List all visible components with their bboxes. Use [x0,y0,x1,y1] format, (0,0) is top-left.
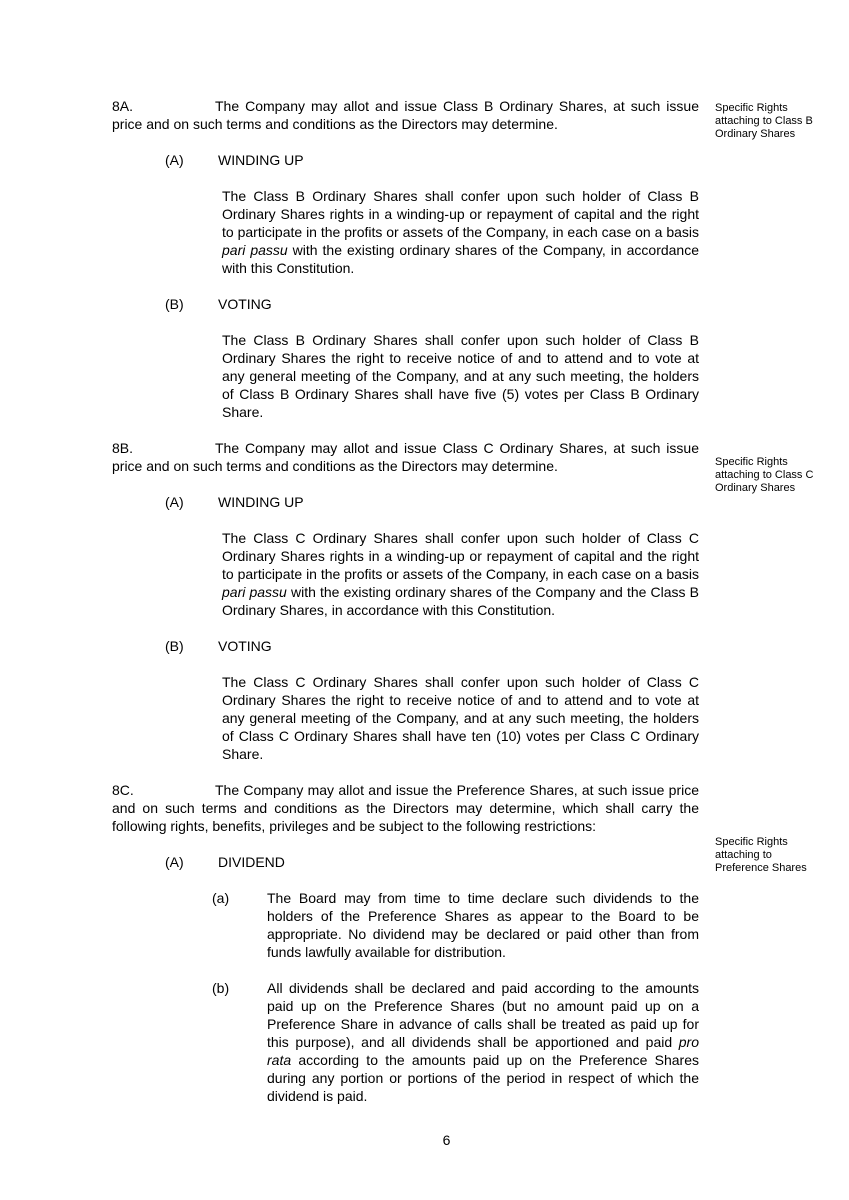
subsection-label: (A) [165,854,184,870]
margin-note-line: Specific Rights [715,102,788,114]
section-8c-number: 8C. [112,782,134,798]
margin-note-line: Specific Rights [715,836,788,848]
text-segment: pari passu [222,242,288,258]
margin-note-line: Ordinary Shares [715,482,796,494]
subsection-label: (B) [165,296,184,312]
section-8a-subsection-a-heading [112,151,699,169]
margin-note-line: attaching to [715,849,772,861]
document-body [112,97,699,1123]
text-segment: The Class C Ordinary Shares shall confer upon such holder of Class C Ordinary Shares the right to receive notice of and to attend and to vote at any general meeting of the Company, and at any such meeting, the holders of Class C Ordinary Shares shall have ten (10) votes per Class C Ordinary Share. [222,674,699,762]
margin-note-preference [715,836,843,875]
text-segment: All dividends shall be declared and paid according to the amounts paid up on the Preference Shares (but no amount paid up on a Preference Share in advance of calls shall be treated as paid up for this purpose), and all dividends shall be apportioned and paid [267,980,699,1050]
margin-note-line: Specific Rights [715,456,788,468]
section-8c-subsection-a-heading [112,853,699,871]
section-8a-intro [112,97,699,133]
margin-note-class-c [715,456,843,495]
section-8b-winding-up-paragraph [222,529,699,619]
margin-note-class-b [715,102,843,141]
text-segment: The Class B Ordinary Shares shall confer upon such holder of Class B Ordinary Shares the right to receive notice of and to attend and to vote at any general meeting of the Company, and at any such meeting, the holders of Class B Ordinary Shares shall have five (5) votes per Class B Ordinary Share. [222,332,699,420]
section-8c-intro [112,781,699,835]
page-number: 6 [442,1132,451,1148]
subsection-title: WINDING UP [218,152,304,168]
item-label: (a) [212,890,230,906]
text-segment: The Class B Ordinary Shares shall confer upon such holder of Class B Ordinary Shares rights in a winding-up or repayment of capital and the right to participate in the profits or assets of the Company, in each case on a basis [222,188,699,240]
section-8a-number: 8A. [112,98,134,114]
text-segment: with the existing ordinary shares of the Company and the Class B Ordinary Shares, in accordance with this Constitution. [222,584,700,618]
section-8a-voting-paragraph [222,331,699,421]
item-text [267,889,699,961]
section-8b-intro-text: The Company may allot and issue Class C Ordinary Shares, at such issue price and on such terms and conditions as the Directors may determine. [112,440,699,474]
section-8b-voting-paragraph [222,673,699,763]
text-segment: according to the amounts paid up on the Preference Shares during any portion or portions of the period in respect of which the dividend is paid. [267,1052,699,1104]
subsection-title: DIVIDEND [218,854,285,870]
subsection-title: VOTING [218,296,272,312]
subsection-title: VOTING [218,638,272,654]
section-8a-subsection-b-heading [112,295,699,313]
text-segment: pari passu [222,584,287,600]
margin-note-line: Preference Shares [715,862,807,874]
text-segment: pro rata [267,1034,699,1068]
subsection-label: (B) [165,638,184,654]
section-8a-intro-text: The Company may allot and issue Class B Ordinary Shares, at such issue price and on such terms and conditions as the Directors may determine. [112,98,699,132]
item-text [267,979,699,1105]
dividend-item-b [212,979,699,1105]
text-segment: The Class C Ordinary Shares shall confer upon such holder of Class C Ordinary Shares rights in a winding-up or repayment of capital and the right to participate in the profits or assets of the Company, in each case on a basis [222,530,699,582]
section-8b-subsection-b-heading [112,637,699,655]
section-8c-intro-text: The Company may allot and issue the Preference Shares, at such issue price and on such terms and conditions as the Directors may determine, which shall carry the following rights, benefits, privileges and be subject to the following restrictions: [112,782,699,834]
margin-note-line: attaching to Class B [715,115,813,127]
subsection-label: (A) [165,494,184,510]
text-segment: with the existing ordinary shares of the Company, in accordance with this Constitution. [222,242,700,276]
text-segment: The Board may from time to time declare such dividends to the holders of the Preference Shares as appear to the Board to be appropriate. No dividend may be declared or paid other than from funds lawfully available for distribution. [267,890,699,960]
subsection-title: WINDING UP [218,494,304,510]
subsection-label: (A) [165,152,184,168]
section-8b-subsection-a-heading [112,493,699,511]
margin-note-line: attaching to Class C [715,469,814,481]
margin-note-line: Ordinary Shares [715,128,796,140]
dividend-item-a [212,889,699,961]
item-label: (b) [212,980,230,996]
section-8b-intro [112,439,699,475]
section-8b-number: 8B. [112,440,134,456]
section-8a-winding-up-paragraph [222,187,699,277]
